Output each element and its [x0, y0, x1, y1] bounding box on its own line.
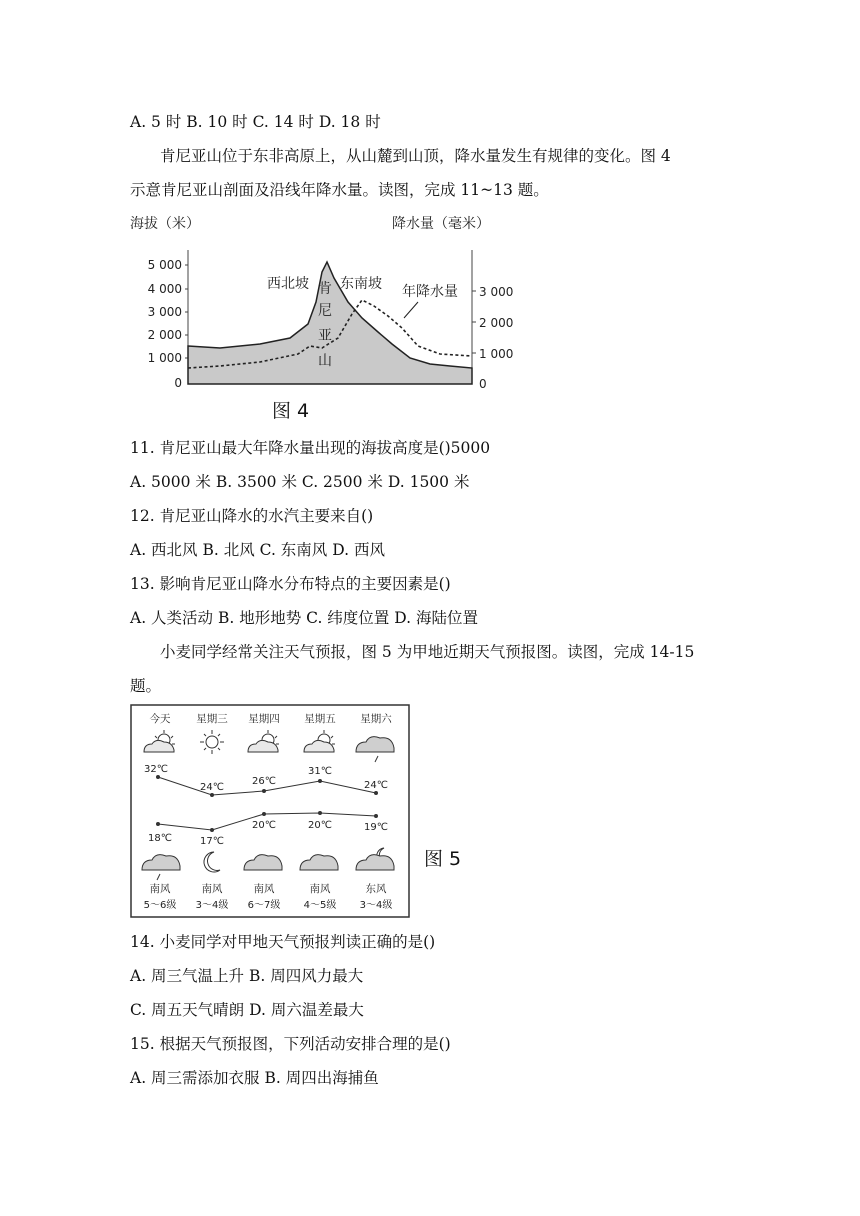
- question-13: 13. 影响肯尼亚山降水分布特点的主要因素是(): [130, 575, 451, 593]
- wind-level: 5～6级: [143, 900, 177, 911]
- wind-direction: 南风: [253, 883, 275, 895]
- high-temp: 24℃: [364, 780, 388, 791]
- question-11-options: A. 5000 米 B. 3500 米 C. 2500 米 D. 1500 米: [130, 473, 470, 491]
- mountain-name-char: 肯: [318, 281, 332, 297]
- wind-direction: 东风: [365, 883, 387, 895]
- right-tick: 3 000: [479, 285, 514, 299]
- right-ticks: [472, 285, 513, 391]
- figure-4-caption: 图 4: [272, 400, 310, 422]
- question-13-options: A. 人类活动 B. 地形地势 C. 纬度位置 D. 海陆位置: [130, 609, 478, 627]
- q10-options: A. 5 时 B. 10 时 C. 14 时 D. 18 时: [130, 113, 381, 131]
- low-temp: 20℃: [308, 820, 332, 831]
- left-tick: 1 000: [147, 351, 182, 365]
- low-temp: 19℃: [364, 822, 388, 833]
- question-14: 14. 小麦同学对甲地天气预报判读正确的是(): [130, 933, 436, 951]
- figure-5-caption: 图 5: [424, 848, 462, 870]
- low-temp: 18℃: [148, 833, 172, 844]
- left-tick: 4 000: [147, 282, 182, 296]
- right-tick: 1 000: [479, 347, 514, 361]
- nw-slope-label: 西北坡: [267, 276, 309, 292]
- low-temp: 17℃: [200, 836, 224, 847]
- left-tick: 0: [174, 376, 182, 390]
- figure-4-kenya-profile: [130, 210, 514, 400]
- wind-level: 4～5级: [303, 900, 337, 911]
- right-tick: 2 000: [479, 316, 514, 330]
- mountain-name-char: 亚: [318, 328, 332, 344]
- question-12: 12. 肯尼亚山降水的水汽主要来自(): [130, 507, 374, 525]
- day-label: 星期三: [196, 713, 228, 725]
- day-label: 今天: [149, 713, 171, 725]
- passage-kenya-1: 肯尼亚山位于东非高原上，从山麓到山顶，降水量发生有规律的变化。图 4: [160, 147, 671, 165]
- question-15-options-1: A. 周三需添加衣服 B. 周四出海捕鱼: [130, 1069, 379, 1087]
- day-label: 星期五: [304, 713, 336, 725]
- day-label: 星期六: [360, 713, 392, 725]
- mountain-name-char: 尼: [318, 303, 332, 319]
- wind-direction: 南风: [149, 883, 171, 895]
- right-tick: 0: [479, 377, 487, 391]
- left-axis-title: 海拔（米）: [130, 216, 200, 232]
- wind-direction: 南风: [201, 883, 223, 895]
- wind-level: 6～7级: [247, 900, 281, 911]
- passage-weather-1: 小麦同学经常关注天气预报，图 5 为甲地近期天气预报图。读图，完成 14-15: [160, 643, 695, 661]
- left-ticks: [148, 258, 188, 390]
- passage-weather-2: 题。: [130, 677, 162, 695]
- left-tick: 3 000: [147, 305, 182, 319]
- high-temp: 31℃: [308, 766, 332, 777]
- figure-5-weather-forecast: [130, 704, 410, 918]
- wind-direction: 南风: [309, 883, 331, 895]
- mountain-name-char: 山: [318, 353, 332, 369]
- left-tick: 5 000: [147, 258, 182, 272]
- right-axis-title: 降水量（毫米）: [392, 216, 490, 232]
- question-14-options-2: C. 周五天气晴朗 D. 周六温差最大: [130, 1001, 364, 1019]
- wind-level: 3～4级: [195, 900, 229, 911]
- left-tick: 2 000: [147, 328, 182, 342]
- day-label: 星期四: [248, 713, 280, 725]
- question-14-options-1: A. 周三气温上升 B. 周四风力最大: [130, 967, 364, 985]
- high-temp: 24℃: [200, 782, 224, 793]
- question-15: 15. 根据天气预报图，下列活动安排合理的是(): [130, 1035, 451, 1053]
- question-12-options: A. 西北风 B. 北风 C. 东南风 D. 西风: [130, 541, 385, 559]
- high-temp: 32℃: [144, 764, 168, 775]
- high-temp: 26℃: [252, 776, 276, 787]
- precip-label: 年降水量: [402, 284, 458, 300]
- low-temp: 20℃: [252, 820, 276, 831]
- question-11: 11. 肯尼亚山最大年降水量出现的海拔高度是()5000: [130, 439, 491, 457]
- se-slope-label: 东南坡: [340, 276, 382, 292]
- passage-kenya-2: 示意肯尼亚山剖面及沿线年降水量。读图，完成 11~13 题。: [130, 181, 549, 199]
- wind-level: 3～4级: [359, 900, 393, 911]
